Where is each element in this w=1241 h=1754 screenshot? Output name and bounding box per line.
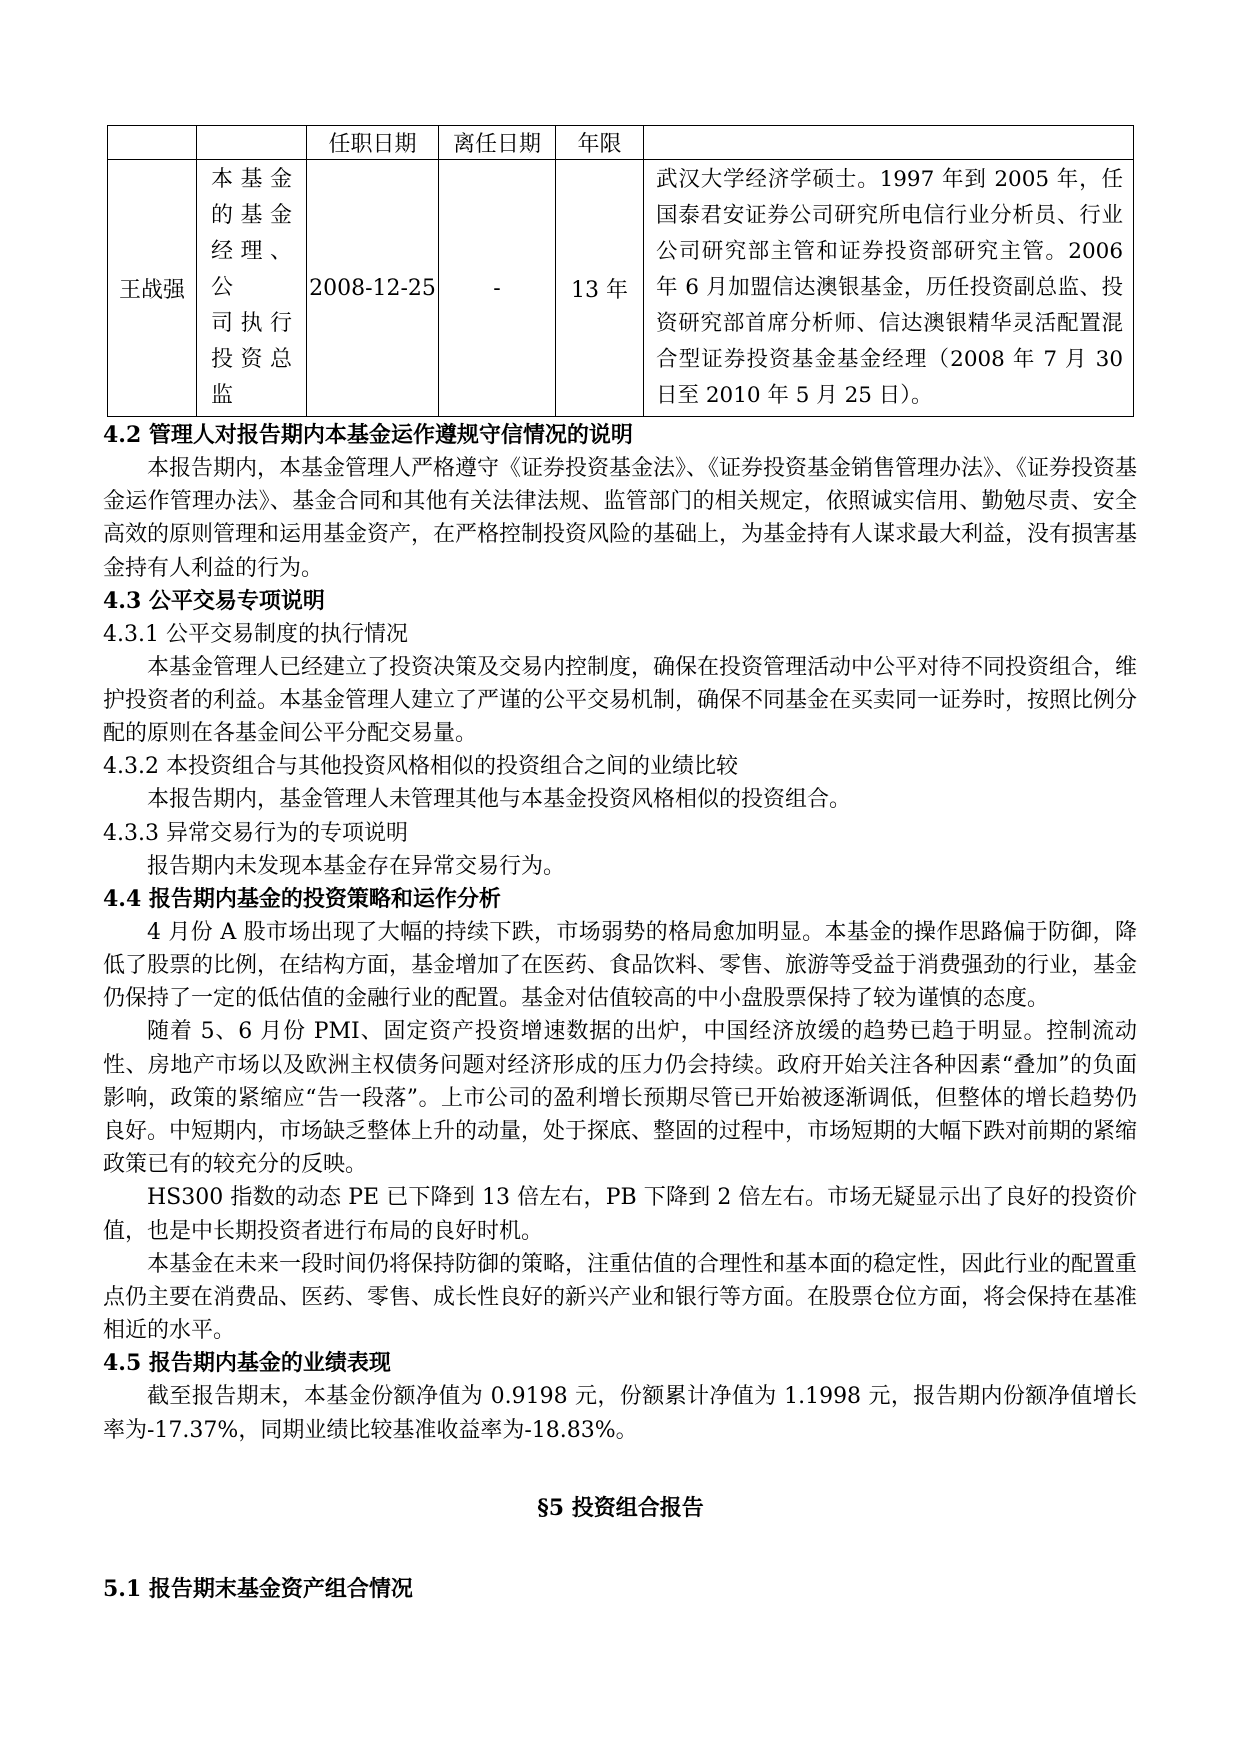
table-header-row xyxy=(108,126,1134,160)
section-heading-4-2: 4.2 管理人对报告期内本基金运作遵规守信情况的说明 xyxy=(103,422,633,448)
tenure-years: 13 年 xyxy=(556,160,644,417)
paragraph: HS300 指数的动态 PE 已下降到 13 倍左右，PB 下降到 2 倍左右。市场无疑显示出了良好的投资价值，也是中长期投资者进行布局的良好时机。 xyxy=(103,1185,1137,1244)
section-heading-4-3: 4.3 公平交易专项说明 xyxy=(103,587,325,614)
fund-manager-table xyxy=(107,125,1134,417)
header-cell-bio xyxy=(644,126,1134,160)
paragraph: 4 月份 A 股市场出现了大幅的持续下跌，市场弱势的格局愈加明显。本基金的操作思路偏于防御，降低了股票的比例，在结构方面，基金增加了在医药、食品饮料、零售、旅游等受益于消费强劲的行业，基金仍保持了一定的低估值的金融行业的配置。基金对估值较高的中小盘股票保持了较为谨慎的态度。 xyxy=(103,919,1138,1012)
header-cell-title xyxy=(197,126,307,160)
header-cell-name xyxy=(108,126,197,160)
paragraph: 本报告期内，基金管理人未管理其他与本基金投资风格相似的投资组合。 xyxy=(147,787,852,813)
title-line: 本基金 xyxy=(211,167,292,192)
report-body xyxy=(103,419,1137,1447)
title-line: 的基金 xyxy=(211,203,292,228)
section-heading-4-4: 4.4 报告期内基金的投资策略和运作分析 xyxy=(103,885,501,912)
subsection-heading-4-3-2: 4.3.2 本投资组合与其他投资风格相似的投资组合之间的业绩比较 xyxy=(103,754,738,780)
paragraph: 本基金在未来一段时间仍将保持防御的策略，注重估值的合理性和基本面的稳定性，因此行业的配置重点仍主要在消费品、医药、零售、成长性良好的新兴产业和银行等方面。在股票仓位方面，将会保持在基准相近的水平。 xyxy=(103,1251,1138,1344)
paragraph: 本报告期内，本基金管理人严格遵守《证券投资基金法》、《证券投资基金销售管理办法》、《证券投资基金运作管理办法》、基金合同和其他有关法律法规、监管部门的相关规定，依照诚实信用、勤勉尽责、安全高效的原则管理和运用基金资产，在严格控制投资风险的基础上，为基金持有人谋求最大利益，没有损害基金持有人利益的行为。 xyxy=(103,456,1138,581)
table-row xyxy=(108,160,1134,417)
subsection-heading-4-3-1: 4.3.1 公平交易制度的执行情况 xyxy=(103,621,408,647)
title-line: 经理、公 xyxy=(211,239,292,300)
end-date: - xyxy=(439,160,556,417)
header-cell-years: 年限 xyxy=(556,126,644,160)
subsection-heading-4-3-3: 4.3.3 异常交易行为的专项说明 xyxy=(103,820,408,846)
manager-bio: 武汉大学经济学硕士。1997 年到 2005 年，任国泰君安证券公司研究所电信行业分析员、行业公司研究部主管和证券投资部研究主管。2006 年 6 月加盟信达澳银基金，历任投资副总监、投资研究部首席分析师、信达澳银精华灵活配置混合型证券投资基金基金经理（2008 年 7 月 30 日至 2010 年 5 月 25 日）。 xyxy=(644,160,1134,417)
manager-name: 王战强 xyxy=(108,160,197,417)
title-line: 投资总 xyxy=(211,347,292,372)
section-heading-4-5: 4.5 报告期内基金的业绩表现 xyxy=(103,1350,391,1377)
paragraph: 随着 5、6 月份 PMI、固定资产投资增速数据的出炉，中国经济放缓的趋势已趋于明显。控制流动性、房地产市场以及欧洲主权债务问题对经济形成的压力仍会持续。政府开始关注各种因素“叠加”的负面影响，政策的紧缩应“告一段落”。上市公司的盈利增长预期尽管已开始被逐渐调低，但整体的增长趋势仍良好。中短期内，市场缺乏整体上升的动量，处于探底、整固的过程中，市场短期的大幅下跌对前期的紧缩政策已有的较充分的反映。 xyxy=(103,1019,1138,1178)
manager-title xyxy=(197,160,307,417)
start-date: 2008-12-25 xyxy=(307,160,439,417)
paragraph: 截至报告期末，本基金份额净值为 0.9198 元，份额累计净值为 1.1998 元，报告期内份额净值增长率为-17.37%，同期业绩比较基准收益率为-18.83%。 xyxy=(103,1384,1137,1443)
paragraph: 报告期内未发现本基金存在异常交易行为。 xyxy=(147,853,566,879)
section-heading-5-1: 5.1 报告期末基金资产组合情况 xyxy=(103,1576,413,1602)
title-line: 司执行 xyxy=(211,311,292,336)
title-line: 监 xyxy=(211,383,234,408)
header-cell-start-date: 任职日期 xyxy=(307,126,439,160)
paragraph: 本基金管理人已经建立了投资决策及交易内控制度，确保在投资管理活动中公平对待不同投资组合，维护投资者的利益。本基金管理人建立了严谨的公平交易机制，确保不同基金在买卖同一证券时，按照比例分配的原则在各基金间公平分配交易量。 xyxy=(103,654,1138,747)
section-title-5: §5 投资组合报告 xyxy=(537,1495,704,1521)
header-cell-end-date: 离任日期 xyxy=(439,126,556,160)
